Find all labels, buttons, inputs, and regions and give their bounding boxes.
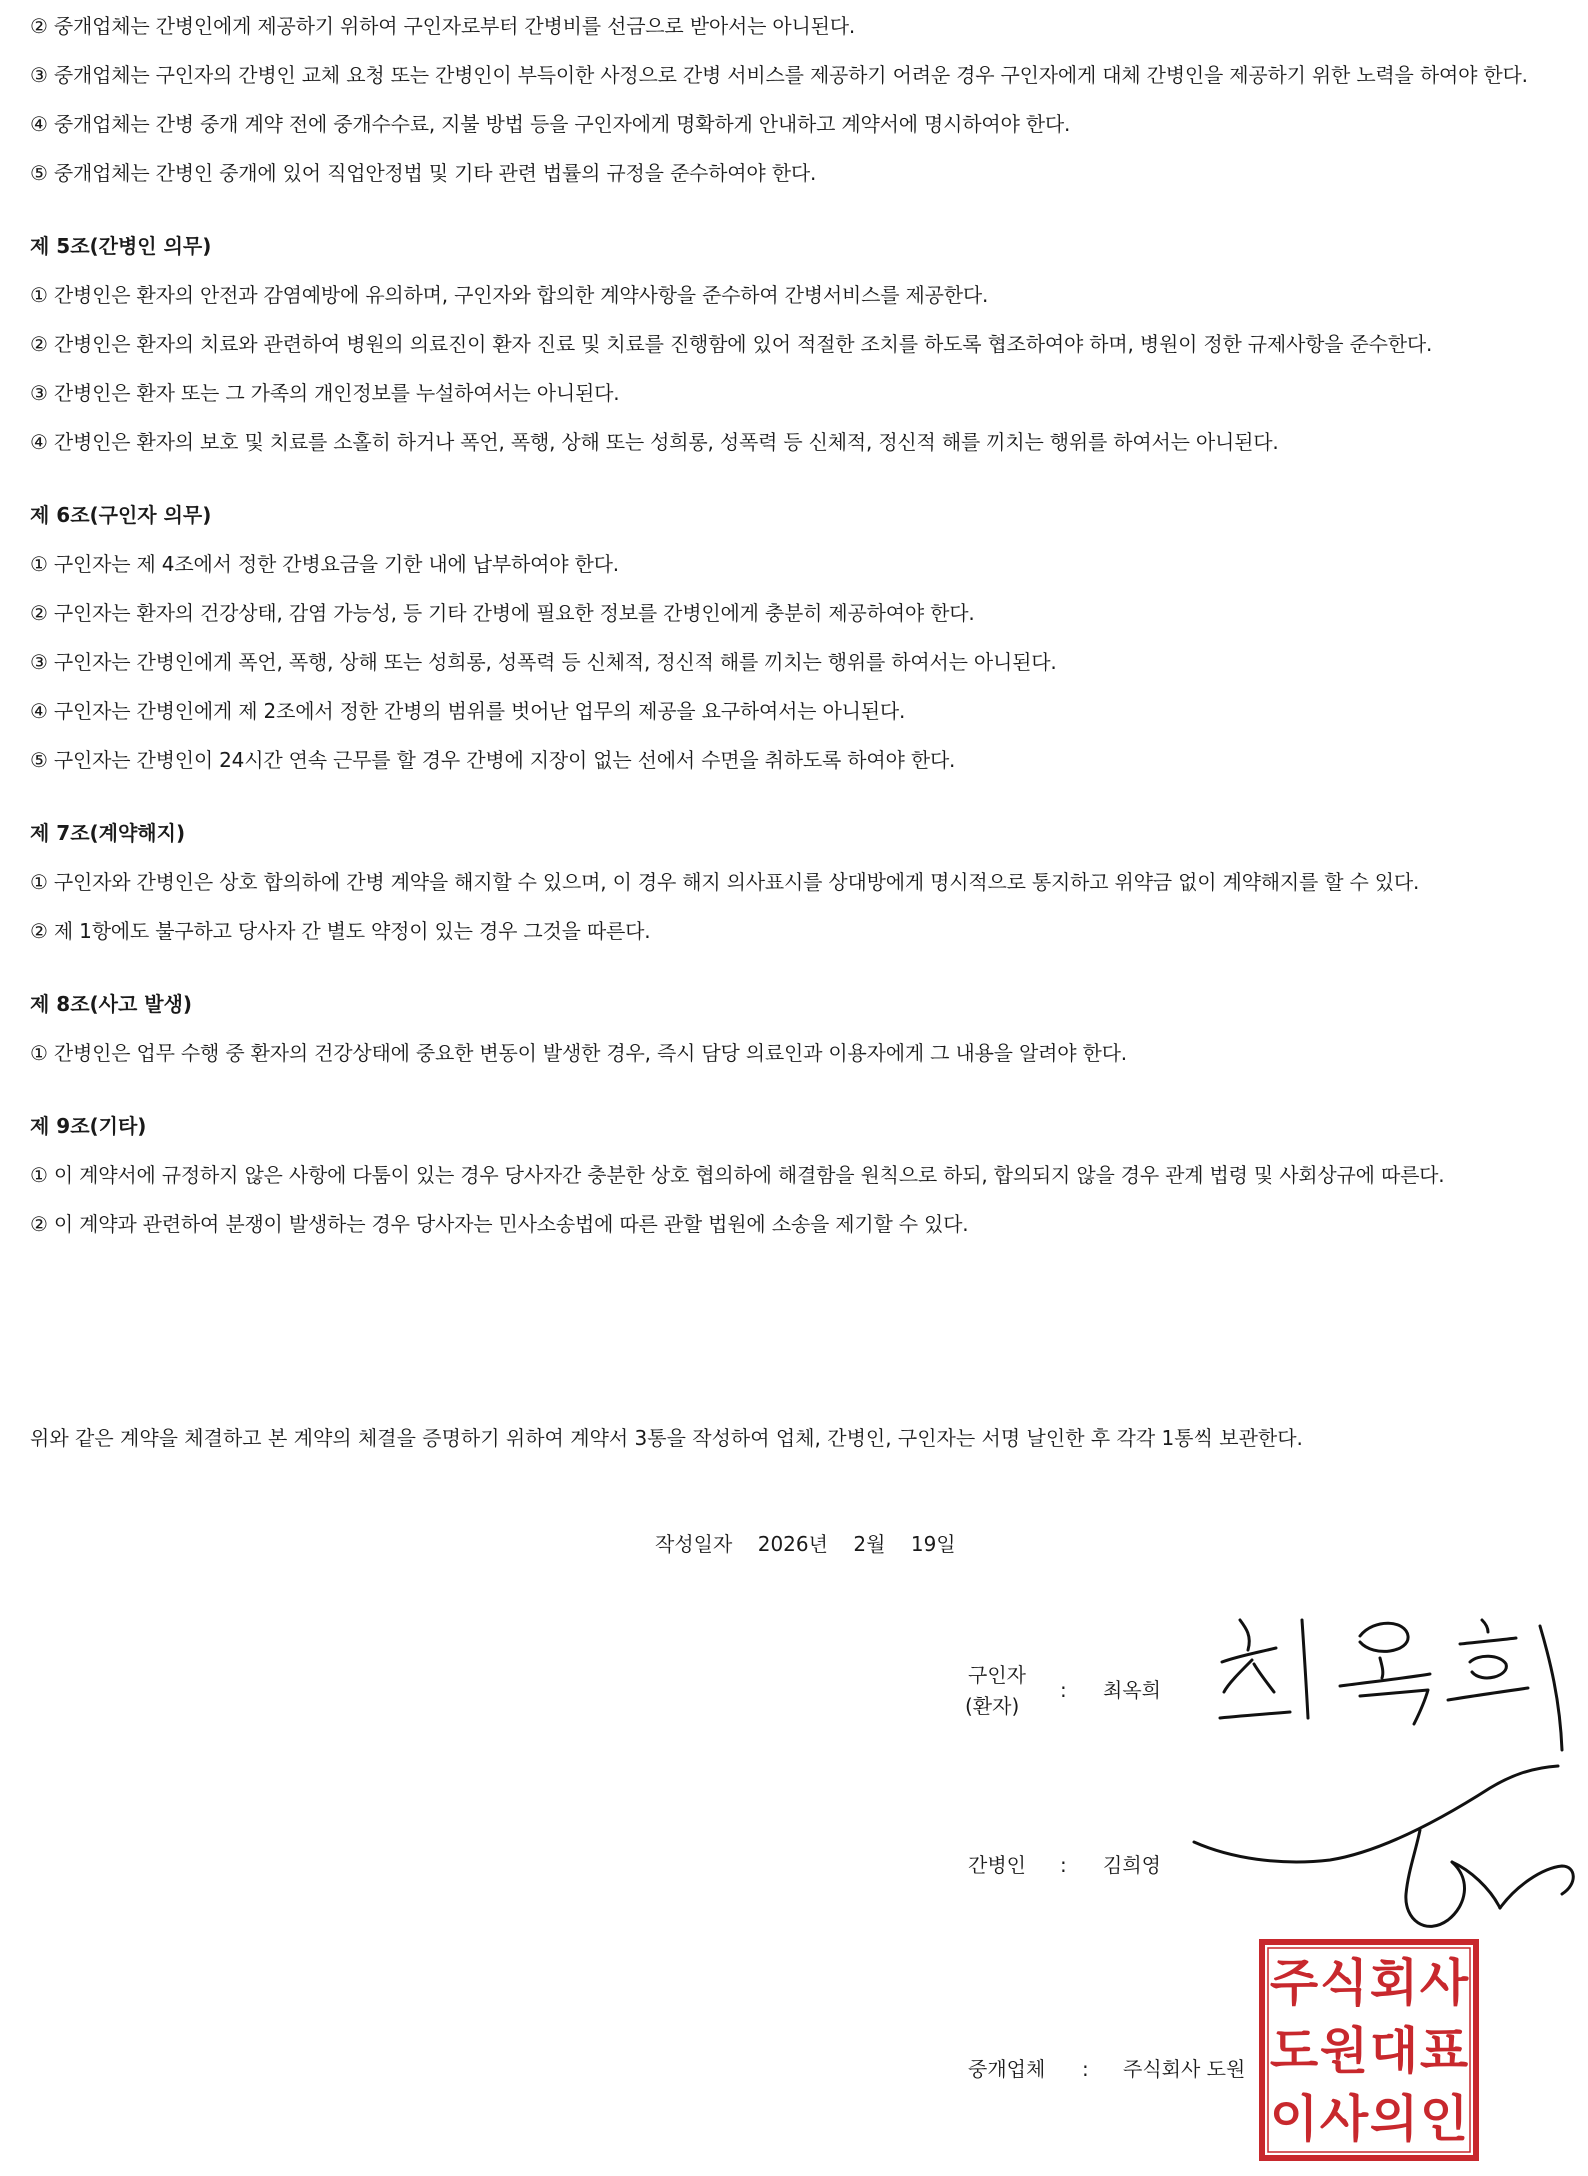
article-4-clause-4: ④ 중개업체는 간병 중개 계약 전에 중개수수료, 지불 방법 등을 구인자에게 명확하게 안내하고 계약서에 명시하여야 한다. xyxy=(30,112,1071,136)
company-seal-graphic xyxy=(1258,1938,1480,2162)
date-line xyxy=(655,1526,956,1562)
seal-character: 인 xyxy=(1419,2090,1469,2148)
article-6-clause-1: ① 구인자는 제 4조에서 정한 간병요금을 기한 내에 납부하여야 한다. xyxy=(30,552,619,576)
article-9-title: 제 9조(기타) xyxy=(30,1114,147,1138)
client-label-line2: (환자) xyxy=(965,1694,1020,1718)
seal-character: 식 xyxy=(1319,1954,1369,2012)
caregiver-signature-strokes xyxy=(1194,1766,1573,1926)
seal-character: 대 xyxy=(1369,2022,1419,2080)
article-6-clause-2: ② 구인자는 환자의 건강상태, 감염 가능성, 등 기타 간병에 필요한 정보를 간병인에게 충분히 제공하여야 한다. xyxy=(30,601,975,625)
date-day: 19일 xyxy=(910,1532,956,1556)
seal-character: 주 xyxy=(1269,1954,1319,2012)
article-9-clause-2: ② 이 계약과 관련하여 분쟁이 발생하는 경우 당사자는 민사소송법에 따른 관할 법원에 소송을 제기할 수 있다. xyxy=(30,1212,969,1236)
article-9 xyxy=(30,1108,1560,1242)
closing-statement: 위와 같은 계약을 체결하고 본 계약의 체결을 증명하기 위하여 계약서 3통을 작성하여 업체, 간병인, 구인자는 서명 날인한 후 각각 1통씩 보관한다. xyxy=(30,1426,1303,1450)
agency-colon: : xyxy=(1082,2057,1089,2081)
article-6-clause-4: ④ 구인자는 간병인에게 제 2조에서 정한 간병의 범위를 벗어난 업무의 제공을 요구하여서는 아니된다. xyxy=(30,699,906,723)
article-7 xyxy=(30,815,1560,949)
article-5-clause-2: ② 간병인은 환자의 치료와 관련하여 병원의 의료진이 환자 진료 및 치료를 진행함에 있어 적절한 조치를 하도록 협조하여야 하며, 병원이 정한 규제사항을 준수한다. xyxy=(30,332,1433,356)
article-8-clause-1: ① 간병인은 업무 수행 중 환자의 건강상태에 중요한 변동이 발생한 경우, 즉시 담당 의료인과 이용자에게 그 내용을 알려야 한다. xyxy=(30,1041,1127,1065)
seal-character: 도 xyxy=(1269,2022,1319,2080)
seal-character: 원 xyxy=(1319,2022,1369,2080)
article-6-title: 제 6조(구인자 의무) xyxy=(30,503,212,527)
date-year: 2026년 xyxy=(757,1532,828,1556)
date-label: 작성일자 xyxy=(655,1532,733,1556)
article-5-title: 제 5조(간병인 의무) xyxy=(30,234,212,258)
agency-name: 주식회사 도원 xyxy=(1123,2057,1246,2081)
caregiver-handwritten-signature xyxy=(1190,1760,1580,1940)
client-signature-strokes xyxy=(1220,1620,1562,1750)
article-4-clause-5: ⑤ 중개업체는 간병인 중개에 있어 직업안정법 및 기타 관련 법률의 규정을 준수하여야 한다. xyxy=(30,161,817,185)
article-5 xyxy=(30,228,1560,460)
article-4-clause-2: ② 중개업체는 간병인에게 제공하기 위하여 구인자로부터 간병비를 선금으로 받아서는 아니된다. xyxy=(30,14,855,38)
seal-character: 사 xyxy=(1419,1954,1469,2012)
article-4-continued xyxy=(30,8,1560,191)
article-5-clause-3: ③ 간병인은 환자 또는 그 가족의 개인정보를 누설하여서는 아니된다. xyxy=(30,381,620,405)
client-handwritten-signature xyxy=(1210,1600,1580,1770)
seal-character: 이 xyxy=(1269,2090,1319,2148)
article-7-title: 제 7조(계약해지) xyxy=(30,821,186,845)
article-6 xyxy=(30,497,1560,778)
date-month: 2월 xyxy=(853,1532,886,1556)
article-8-title: 제 8조(사고 발생) xyxy=(30,992,193,1016)
article-4-clause-3: ③ 중개업체는 구인자의 간병인 교체 요청 또는 간병인이 부득이한 사정으로 간병 서비스를 제공하기 어려운 경우 구인자에게 대체 간병인을 제공하기 위한 노력을 하여야 한다. xyxy=(30,63,1528,87)
company-seal xyxy=(1258,1938,1480,2162)
seal-character: 표 xyxy=(1419,2022,1469,2080)
contract-document xyxy=(30,0,1560,1255)
client-label-line1: 구인자 xyxy=(968,1663,1026,1687)
seal-character: 사 xyxy=(1319,2090,1369,2148)
seal-characters xyxy=(1270,1954,1469,2148)
client-colon: : xyxy=(1060,1678,1067,1702)
article-5-clause-4: ④ 간병인은 환자의 보호 및 치료를 소홀히 하거나 폭언, 폭행, 상해 또는 성희롱, 성폭력 등 신체적, 정신적 해를 끼치는 행위를 하여서는 아니된다. xyxy=(30,430,1279,454)
client-name: 최옥희 xyxy=(1103,1678,1161,1702)
caregiver-colon: : xyxy=(1060,1853,1067,1877)
article-5-clause-1: ① 간병인은 환자의 안전과 감염예방에 유의하며, 구인자와 합의한 계약사항을 준수하여 간병서비스를 제공한다. xyxy=(30,283,989,307)
article-6-clause-3: ③ 구인자는 간병인에게 폭언, 폭행, 상해 또는 성희롱, 성폭력 등 신체적, 정신적 해를 끼치는 행위를 하여서는 아니된다. xyxy=(30,650,1057,674)
seal-character: 회 xyxy=(1369,1954,1419,2012)
seal-character: 의 xyxy=(1369,2090,1419,2148)
article-9-clause-1: ① 이 계약서에 규정하지 않은 사항에 다툼이 있는 경우 당사자간 충분한 상호 협의하에 해결함을 원칙으로 하되, 합의되지 않을 경우 관계 법령 및 사회상규에 따른다. xyxy=(30,1163,1445,1187)
article-7-clause-2: ② 제 1항에도 불구하고 당사자 간 별도 약정이 있는 경우 그것을 따른다. xyxy=(30,919,651,943)
caregiver-name: 김희영 xyxy=(1103,1853,1161,1877)
caregiver-label: 간병인 xyxy=(968,1853,1026,1877)
article-6-clause-5: ⑤ 구인자는 간병인이 24시간 연속 근무를 할 경우 간병에 지장이 없는 선에서 수면을 취하도록 하여야 한다. xyxy=(30,748,956,772)
agency-label: 중개업체 xyxy=(968,2057,1046,2081)
article-8 xyxy=(30,986,1560,1071)
article-7-clause-1: ① 구인자와 간병인은 상호 합의하에 간병 계약을 해지할 수 있으며, 이 경우 해지 의사표시를 상대방에게 명시적으로 통지하고 위약금 없이 계약해지를 할 수 있다. xyxy=(30,870,1420,894)
